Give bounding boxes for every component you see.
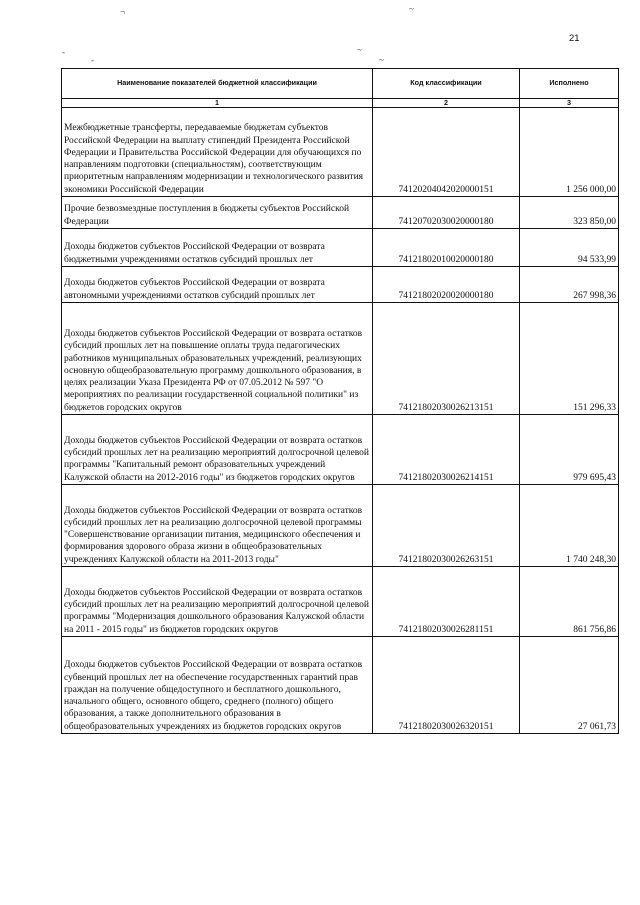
row-amount: 323 850,00 [520,197,619,229]
page-number: 21 [569,33,580,44]
header-name: Наименование показателей бюджетной классификации [62,69,373,99]
row-amount: 27 061,73 [520,637,619,734]
table-header-row [62,69,619,99]
row-amount: 861 756,86 [520,567,619,637]
row-code: 74121802030026214151 [373,415,520,485]
row-code: 74121802030026320151 [373,637,520,734]
column-number: 2 [373,99,520,108]
table-row [62,415,619,485]
row-name: Доходы бюджетов субъектов Российской Федерации от возврата остатков субвенций прошлых лет на обеспечение государственных гарантий прав граждан на получение общедоступного и бесплатного дошкольного, начального общего, основного общего, среднего (полного) общего образования, а также дополнительного образования в общеобразовательных учреждениях из бюджетов городских округов [62,637,373,734]
header-code: Код классификации [373,69,520,99]
row-amount: 94 533,99 [520,229,619,267]
table-row [62,229,619,267]
row-amount: 1 740 248,30 [520,485,619,567]
row-name: Доходы бюджетов субъектов Российской Федерации от возврата бюджетными учреждениями остатков субсидий прошлых лет [62,229,373,267]
scan-speck: - [62,47,65,57]
scan-speck: ~ [379,55,384,65]
scan-speck: ~ [357,45,362,55]
budget-classification-table [61,68,619,734]
row-code: 74120204042020000151 [373,108,520,197]
row-name: Доходы бюджетов субъектов Российской Федерации от возврата остатков субсидий прошлых лет на реализацию долгосрочной целевой программы "Совершенствование организации питания, медицинского обеспечения и формирования здорового образа жизни в общеобразовательных учреждениях Калужской области на 2011-2013 годы" [62,485,373,567]
table-row [62,567,619,637]
table-row [62,637,619,734]
table-row [62,485,619,567]
scan-speck: ~ [409,4,414,14]
column-numbers-row [62,99,619,108]
row-name: Доходы бюджетов субъектов Российской Федерации от возврата остатков субсидий прошлых лет на реализацию мероприятий долгосрочной целевой программы "Модернизация дошкольного образования Калужской области на 2011 - 2015 годы" из бюджетов городских округов [62,567,373,637]
row-name: Прочие безвозмездные поступления в бюджеты субъектов Российской Федерации [62,197,373,229]
row-name: Доходы бюджетов субъектов Российской Федерации от возврата остатков субсидий прошлых лет на реализацию мероприятий долгосрочной целевой программы "Капитальный ремонт образовательных учреждений Калужской области на 2012-2016 годы" из бюджетов городских округов [62,415,373,485]
row-code: 74121802030026263151 [373,485,520,567]
table-row [62,108,619,197]
row-amount: 979 695,43 [520,415,619,485]
row-code: 74120702030020000180 [373,197,520,229]
scan-speck: ¬ [120,7,126,17]
row-code: 74121802030026213151 [373,303,520,415]
row-amount: 267 998,36 [520,267,619,303]
scan-speck: - [91,55,94,65]
table-row [62,197,619,229]
row-amount: 151 296,33 [520,303,619,415]
row-code: 74121802020020000180 [373,267,520,303]
row-name: Межбюджетные трансферты, передаваемые бюджетам субъектов Российской Федерации на выплату стипендий Президента Российской Федерации и Правительства Российской Федерации для обучающихся по направлениям подготовки (специальностям), соответствующим приоритетным направлениям модернизации и технологического развития экономики Российской Федерации [62,108,373,197]
header-executed: Исполнено [520,69,619,99]
row-name: Доходы бюджетов субъектов Российской Федерации от возврата остатков субсидий прошлых лет на повышение оплаты труда педагогических работников муниципальных образовательных учреждений, реализующих основную общеобразовательную программу дошкольного образования, в целях реализации Указа Президента РФ от 07.05.2012 № 597 "О мероприятиях по реализации государственной социальной политики" из бюджетов городских округов [62,303,373,415]
table-row [62,303,619,415]
column-number: 3 [520,99,619,108]
row-code: 74121802030026281151 [373,567,520,637]
row-name: Доходы бюджетов субъектов Российской Федерации от возврата автономными учреждениями остатков субсидий прошлых лет [62,267,373,303]
column-number: 1 [62,99,373,108]
row-code: 74121802010020000180 [373,229,520,267]
table-row [62,267,619,303]
row-amount: 1 256 000,00 [520,108,619,197]
